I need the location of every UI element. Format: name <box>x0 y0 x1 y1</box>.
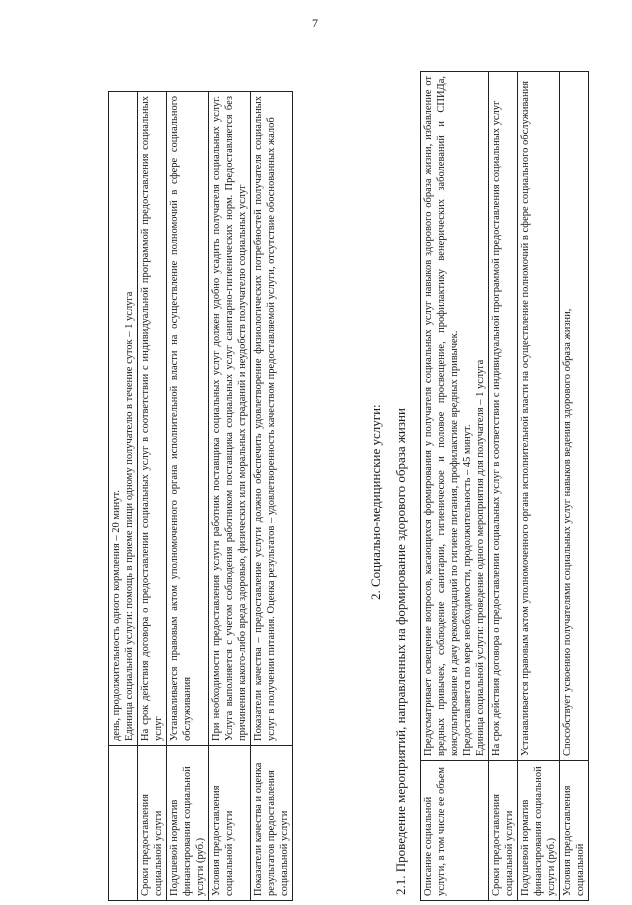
content-line: Единица социальной услуги: помощь в приеме пищи одному получателю в течение суток – 1 услуга <box>124 291 135 741</box>
row-content <box>560 72 589 761</box>
content-line: Предоставляется по мере необходимости, продолжительность – 45 минут. <box>462 424 473 756</box>
row-label: Показатели качества и оценка результатов предоставления социальной услуги <box>251 746 293 901</box>
content-line: На срок действия договора о предоставлении социальных услуг в соответствии с индивидуальной программой предоставления социальных услуг <box>491 100 502 756</box>
content-line: Способствует усвоению получателями социальных услуг навыков ведения здорового образа жизни, <box>562 308 573 756</box>
row-label: Подушевой норматив финансирования социальной услуги (руб.) <box>518 761 560 901</box>
row-label: Подушевой норматив финансирования социальной услуги (руб.) <box>167 746 209 901</box>
row-label: Сроки предоставления социальной услуги <box>138 746 167 901</box>
table-row <box>138 92 167 901</box>
table-row <box>489 72 518 901</box>
content-line: Показатели качества – предоставление услуги должно обеспечить удовлетворение физиологических потребностей получателя социальных услуг в получении питания. Оценка результатов – удовлетворенность качеством предоставляемой услуги, отсутствие обоснованных жалоб <box>253 96 277 741</box>
row-content <box>138 92 167 746</box>
content-line: Единица социальной услуги: проведение одного мероприятия для получателя – 1 услуга <box>475 359 486 756</box>
row-label: Условия предоставления социальной <box>560 761 589 901</box>
row-label <box>109 746 138 901</box>
content-line: Предусматривает освещение вопросов, касающихся формирования у получателя социальных услуг навыков здорового образа жизни, избавление от вредных привычек, соблюдение санитарии, гигиеническое и половое просвещение, профилактику венерических заболеваний и СПИДа, консультирование и дачу рекомендаций по гигиене питания, профилактике вредных привычек. <box>423 76 460 756</box>
table-row <box>109 92 138 901</box>
row-label: Сроки предоставления социальной услуги <box>489 761 518 901</box>
row-content <box>421 72 489 761</box>
table-row <box>167 92 209 901</box>
content-line: На срок действия договора о предоставлении социальных услуг в соответствии с индивидуальной программой предоставления социальных услуг <box>140 96 164 741</box>
content-line: Устанавливается правовым актом уполномоченного органа исполнительной власти на осуществление полномочий в сфере социального обслуживания <box>169 96 193 741</box>
row-content <box>209 92 251 746</box>
section-heading: 2. Социально-медицинские услуги: <box>368 404 383 600</box>
table-row <box>421 72 489 901</box>
row-content <box>518 72 560 761</box>
row-content <box>489 72 518 761</box>
service-table-healthy-lifestyle <box>420 71 589 901</box>
content-line: день, продолжительность одного кормления – 20 минут. <box>111 490 122 741</box>
subsection-heading: 2.1. Проведение мероприятий, направленных на формирование здорового образа жизни <box>393 408 408 895</box>
table-row <box>209 92 251 901</box>
row-content <box>167 92 209 746</box>
row-label: Описание социальной услуги, в том числе ее объем <box>421 761 489 901</box>
table-row <box>518 72 560 901</box>
row-content <box>109 92 138 746</box>
table-row <box>251 92 293 901</box>
row-content <box>251 92 293 746</box>
service-table-feeding-continued <box>108 91 293 901</box>
content-line: При необходимости предоставления услуги работник поставщика социальных услуг должен удобно усадить получателя социальных услуг. Услуга выполняется с учетом соблюдения работником поставщика социальных услуг санитарно-гигиенических норм. Предоставляется без причинения какого-либо вреда здоровью, физических или моральных страданий и неудобств получателю социальных услуг <box>211 96 248 741</box>
content-line: Устанавливается правовым актом уполномоченного органа исполнительной власти на осуществление полномочий в сфере социального обслуживания <box>520 80 531 756</box>
page-number: 7 <box>312 16 318 30</box>
row-label: Условия предоставления социальной услуги <box>209 746 251 901</box>
table-row <box>560 72 589 901</box>
